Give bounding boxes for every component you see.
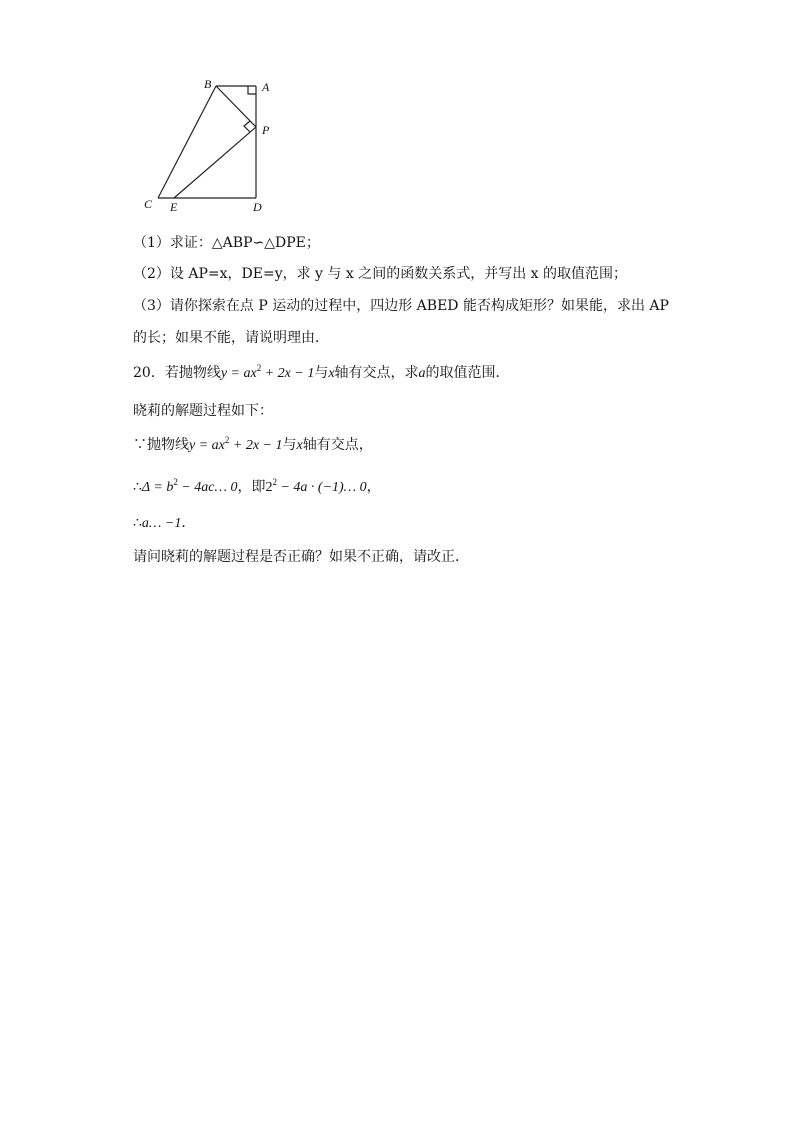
q20-stem-mid: 与 — [314, 365, 329, 381]
right-angle-mark-p — [244, 121, 250, 132]
label-e: E — [170, 200, 178, 214]
q20-step1-eq1: y = ax — [189, 438, 225, 453]
q20-step1-eq2: + 2x − 1 — [229, 438, 283, 453]
q20-step1-suffix: 轴有交点， — [302, 437, 373, 453]
q20-step2-eq1: Δ = b — [141, 480, 174, 495]
q20-step2-sup1: 2 — [173, 477, 178, 487]
q20-step2-eq2: − 4ac… 0 — [177, 480, 238, 495]
q20-stem-prefix: 若抛物线 — [164, 365, 221, 381]
q20-stem-eq1: = ax — [227, 366, 257, 381]
q20-step1-prefix: ∵抛物线 — [133, 437, 189, 453]
q20-step3 — [133, 513, 195, 534]
segment-pe — [174, 127, 256, 198]
q20-step2-prefix: ∴ — [133, 479, 142, 495]
q20-step2-mid: ，即 — [237, 479, 266, 495]
q20-step1-x: x — [296, 438, 303, 453]
q20-step3-eq: a… −1 — [141, 516, 182, 531]
label-b: B — [204, 77, 212, 91]
q20-stem-a: a — [418, 366, 426, 381]
q20-stem-eq2: + 2x − 1 — [261, 366, 315, 381]
q20-step1-sup: 2 — [224, 435, 230, 445]
q19-part3-line2: 的长；如果不能，请说明理由． — [133, 330, 329, 346]
q20-stem-sup: 2 — [256, 363, 262, 373]
q20-step2-eq3: 2 — [265, 480, 273, 495]
q19-part3-line1: （3）请你探索在点 P 运动的过程中，四边形 ABED 能否构成矩形？如果能，求出 AP — [133, 298, 669, 314]
q20-stem-end: 的取值范围． — [425, 365, 510, 381]
label-p: P — [262, 123, 270, 137]
q20-stem-y: y — [220, 366, 228, 381]
q19-part2: （2）设 AP=x，DE=y，求 y 与 x 之间的函数关系式，并写出 x 的取值范围； — [133, 266, 627, 282]
label-a: A — [262, 80, 270, 94]
label-d: D — [253, 200, 262, 214]
q20-stem-x: x — [328, 366, 335, 381]
q20-step2-sup2: 2 — [272, 477, 277, 487]
q20-question: 请问晓莉的解题过程是否正确？如果不正确，请改正． — [133, 549, 469, 565]
q20-number: 20． — [133, 365, 165, 381]
q20-step1-mid: 与 — [282, 437, 297, 453]
geometry-figure — [140, 76, 280, 216]
q20-intro: 晓莉的解题过程如下： — [133, 403, 273, 419]
q20-step2 — [133, 477, 381, 498]
q20-stem-suffix: 轴有交点，求 — [334, 365, 419, 381]
q20-stem — [133, 363, 510, 384]
q20-step3-end: ． — [181, 515, 196, 531]
segment-bp — [216, 86, 256, 127]
q20-step3-prefix: ∴ — [133, 515, 142, 531]
q20-step2-eq4: − 4a · (−1)… 0 — [276, 480, 367, 495]
segment-bc — [158, 86, 216, 198]
q20-step2-end: ， — [366, 479, 381, 495]
q20-step1 — [133, 435, 373, 456]
q19-part1: （1）求证：△ABP∽△DPE； — [133, 235, 320, 251]
label-c: C — [144, 197, 153, 211]
right-angle-mark-a — [248, 86, 256, 94]
